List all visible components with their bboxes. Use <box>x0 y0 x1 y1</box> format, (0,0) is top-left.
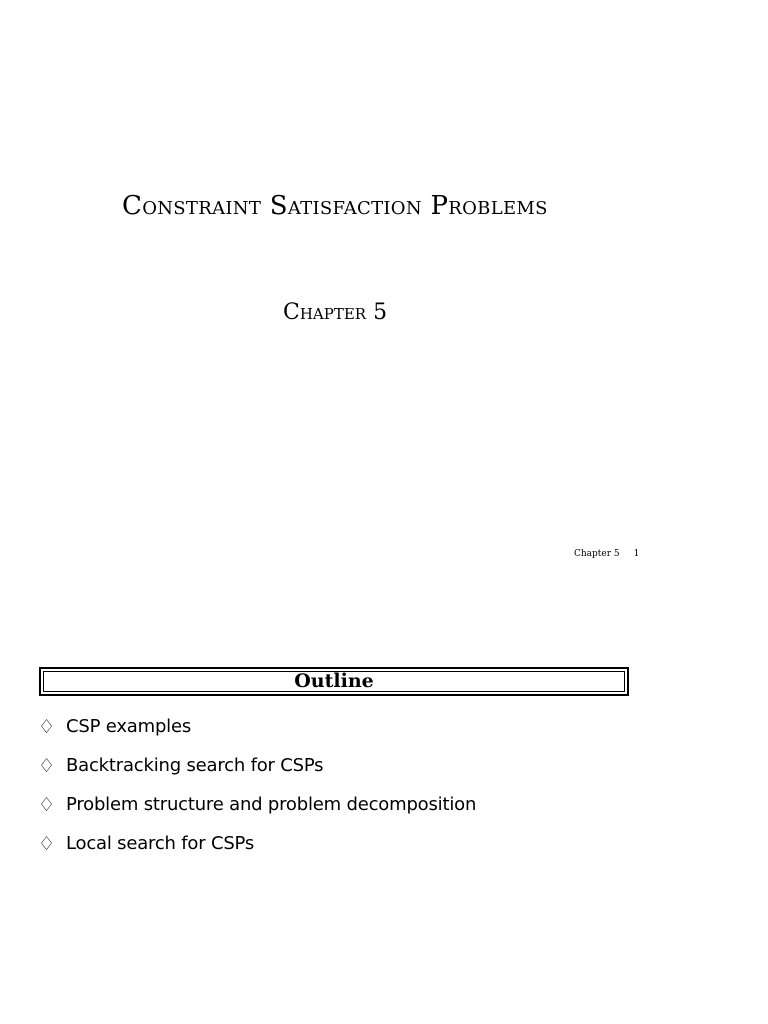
list-item <box>38 714 476 753</box>
slide-title: Constraint Satisfaction Problems <box>122 191 548 221</box>
diamond-icon: ♢ <box>38 794 56 816</box>
bullet-text: Local search for CSPs <box>66 833 255 854</box>
page-number: 1 <box>633 549 640 559</box>
list-item <box>38 792 476 831</box>
diamond-icon: ♢ <box>38 716 56 738</box>
diamond-icon: ♢ <box>38 755 56 777</box>
bullet-text: CSP examples <box>66 716 192 737</box>
slide-subtitle: Chapter 5 <box>283 300 388 325</box>
list-item <box>38 831 476 870</box>
slide-footer <box>574 548 639 560</box>
bullet-text: Backtracking search for CSPs <box>66 755 324 776</box>
bullet-text: Problem structure and problem decomposition <box>66 794 477 815</box>
footer-chapter-label: Chapter 5 <box>574 549 620 559</box>
outline-heading: Outline <box>43 671 625 692</box>
list-item <box>38 753 476 792</box>
diamond-icon: ♢ <box>38 833 56 855</box>
outline-heading-box <box>39 667 629 696</box>
outline-list <box>38 714 476 870</box>
